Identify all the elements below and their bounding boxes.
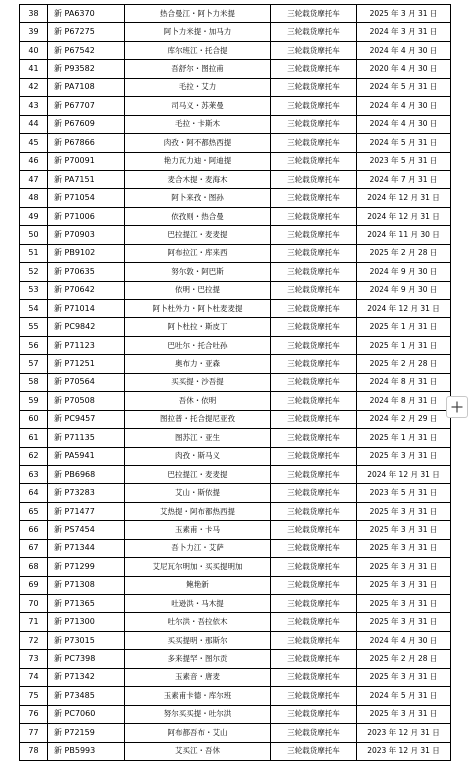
plate-number: 新 P71342 <box>48 668 125 686</box>
table-row <box>20 336 451 354</box>
expiry-date: 2025 年 2 月 28 日 <box>357 355 451 373</box>
expiry-date: 2024 年 11 月 30 日 <box>357 226 451 244</box>
row-index: 66 <box>20 521 48 539</box>
row-index: 75 <box>20 687 48 705</box>
plate-number: 新 P71308 <box>48 576 125 594</box>
plate-number: 新 PB5993 <box>48 742 125 760</box>
expiry-date: 2024 年 4 月 30 日 <box>357 41 451 59</box>
table-row <box>20 5 451 23</box>
plate-number: 新 P67609 <box>48 115 125 133</box>
expiry-date: 2025 年 2 月 28 日 <box>357 244 451 262</box>
vehicle-type: 三轮载货摩托车 <box>271 281 357 299</box>
owner-name: 巴吐尔・托合吐孙 <box>125 336 271 354</box>
vehicle-table <box>19 4 451 761</box>
row-index: 38 <box>20 5 48 23</box>
plate-number: 新 P67542 <box>48 41 125 59</box>
table-row <box>20 429 451 447</box>
expiry-date: 2025 年 3 月 31 日 <box>357 705 451 723</box>
owner-name: 吾舒尔・图拉甫 <box>125 60 271 78</box>
owner-name: 依孜则・热合曼 <box>125 207 271 225</box>
owner-name: 艾山・斯依提 <box>125 484 271 502</box>
plate-number: 新 P73485 <box>48 687 125 705</box>
vehicle-type: 三轮载货摩托车 <box>271 631 357 649</box>
owner-name: 司马义・苏莱曼 <box>125 97 271 115</box>
row-index: 51 <box>20 244 48 262</box>
row-index: 59 <box>20 392 48 410</box>
row-index: 40 <box>20 41 48 59</box>
row-index: 71 <box>20 613 48 631</box>
owner-name: 阿布都吾布・艾山 <box>125 724 271 742</box>
expiry-date: 2025 年 3 月 31 日 <box>357 668 451 686</box>
vehicle-type: 三轮载货摩托车 <box>271 244 357 262</box>
table-row <box>20 595 451 613</box>
plate-number: 新 P71054 <box>48 189 125 207</box>
owner-name: 奥布力・亚森 <box>125 355 271 373</box>
row-index: 58 <box>20 373 48 391</box>
table-row <box>20 263 451 281</box>
row-index: 47 <box>20 170 48 188</box>
plate-number: 新 PA5941 <box>48 447 125 465</box>
table-row <box>20 318 451 336</box>
row-index: 78 <box>20 742 48 760</box>
vehicle-type: 三轮载货摩托车 <box>271 355 357 373</box>
vehicle-type: 三轮载货摩托车 <box>271 41 357 59</box>
expiry-date: 2024 年 4 月 30 日 <box>357 631 451 649</box>
plate-number: 新 PC7060 <box>48 705 125 723</box>
expiry-date: 2023 年 12 月 31 日 <box>357 724 451 742</box>
vehicle-type: 三轮载货摩托车 <box>271 23 357 41</box>
row-index: 74 <box>20 668 48 686</box>
plate-number: 新 PS7454 <box>48 521 125 539</box>
owner-name: 麦合木提・麦海木 <box>125 170 271 188</box>
row-index: 44 <box>20 115 48 133</box>
expiry-date: 2020 年 4 月 30 日 <box>357 60 451 78</box>
plate-number: 新 P73283 <box>48 484 125 502</box>
expiry-date: 2024 年 4 月 30 日 <box>357 97 451 115</box>
plate-number: 新 P70635 <box>48 263 125 281</box>
vehicle-type: 三轮载货摩托车 <box>271 318 357 336</box>
plate-number: 新 PB9102 <box>48 244 125 262</box>
table-row <box>20 668 451 686</box>
expiry-date: 2025 年 3 月 31 日 <box>357 613 451 631</box>
owner-name: 巴拉提江・麦麦提 <box>125 226 271 244</box>
plate-number: 新 P71014 <box>48 300 125 318</box>
plate-number: 新 P71365 <box>48 595 125 613</box>
expiry-date: 2025 年 1 月 31 日 <box>357 318 451 336</box>
expiry-date: 2024 年 8 月 31 日 <box>357 392 451 410</box>
expiry-date: 2024 年 9 月 30 日 <box>357 281 451 299</box>
owner-name: 努尔敦・阿巴斯 <box>125 263 271 281</box>
vehicle-type: 三轮载货摩托车 <box>271 687 357 705</box>
row-index: 65 <box>20 502 48 520</box>
plate-number: 新 PA7108 <box>48 78 125 96</box>
expiry-date: 2023 年 5 月 31 日 <box>357 152 451 170</box>
owner-name: 鲍艳新 <box>125 576 271 594</box>
owner-name: 库尔班江・托合提 <box>125 41 271 59</box>
row-index: 67 <box>20 539 48 557</box>
table-row <box>20 244 451 262</box>
expiry-date: 2023 年 5 月 31 日 <box>357 484 451 502</box>
table-row <box>20 189 451 207</box>
add-button[interactable] <box>446 396 468 418</box>
table-row <box>20 373 451 391</box>
vehicle-type: 三轮载货摩托车 <box>271 134 357 152</box>
vehicle-type: 三轮载货摩托车 <box>271 97 357 115</box>
owner-name: 毛拉・艾力 <box>125 78 271 96</box>
plate-number: 新 P70564 <box>48 373 125 391</box>
row-index: 76 <box>20 705 48 723</box>
plate-number: 新 P67866 <box>48 134 125 152</box>
row-index: 73 <box>20 650 48 668</box>
vehicle-type: 三轮载货摩托车 <box>271 742 357 760</box>
plate-number: 新 P71135 <box>48 429 125 447</box>
vehicle-type: 三轮载货摩托车 <box>271 650 357 668</box>
plate-number: 新 P71300 <box>48 613 125 631</box>
expiry-date: 2025 年 1 月 31 日 <box>357 429 451 447</box>
table-row <box>20 97 451 115</box>
table-row <box>20 465 451 483</box>
owner-name: 图苏江・亚生 <box>125 429 271 447</box>
owner-name: 努尔买买提・吐尔洪 <box>125 705 271 723</box>
expiry-date: 2024 年 5 月 31 日 <box>357 134 451 152</box>
row-index: 50 <box>20 226 48 244</box>
vehicle-type: 三轮载货摩托车 <box>271 60 357 78</box>
vehicle-type: 三轮载货摩托车 <box>271 115 357 133</box>
table-row <box>20 134 451 152</box>
owner-name: 阿布拉江・库来西 <box>125 244 271 262</box>
expiry-date: 2025 年 3 月 31 日 <box>357 539 451 557</box>
row-index: 52 <box>20 263 48 281</box>
table-row <box>20 170 451 188</box>
vehicle-type: 三轮载货摩托车 <box>271 429 357 447</box>
expiry-date: 2024 年 12 月 31 日 <box>357 300 451 318</box>
row-index: 77 <box>20 724 48 742</box>
vehicle-type: 三轮载货摩托车 <box>271 373 357 391</box>
row-index: 64 <box>20 484 48 502</box>
vehicle-type: 三轮载货摩托车 <box>271 170 357 188</box>
owner-name: 玉素甫卡德・库尔班 <box>125 687 271 705</box>
expiry-date: 2025 年 3 月 31 日 <box>357 502 451 520</box>
owner-name: 依明・巴拉提 <box>125 281 271 299</box>
vehicle-type: 三轮载货摩托车 <box>271 613 357 631</box>
table-row <box>20 650 451 668</box>
table-row <box>20 539 451 557</box>
row-index: 68 <box>20 558 48 576</box>
vehicle-type: 三轮载货摩托车 <box>271 558 357 576</box>
owner-name: 热合曼江・阿卜力米提 <box>125 5 271 23</box>
row-index: 45 <box>20 134 48 152</box>
expiry-date: 2024 年 2 月 29 日 <box>357 410 451 428</box>
table-row <box>20 78 451 96</box>
vehicle-type: 三轮载货摩托车 <box>271 392 357 410</box>
table-row <box>20 281 451 299</box>
table-row <box>20 60 451 78</box>
vehicle-type: 三轮载货摩托车 <box>271 724 357 742</box>
plate-number: 新 PC9842 <box>48 318 125 336</box>
vehicle-type: 三轮载货摩托车 <box>271 300 357 318</box>
vehicle-type: 三轮载货摩托车 <box>271 502 357 520</box>
table-row <box>20 558 451 576</box>
vehicle-type: 三轮载货摩托车 <box>271 465 357 483</box>
plate-number: 新 P70091 <box>48 152 125 170</box>
owner-name: 艾热提・阿布都热西提 <box>125 502 271 520</box>
vehicle-type: 三轮载货摩托车 <box>271 263 357 281</box>
plate-number: 新 P71006 <box>48 207 125 225</box>
expiry-date: 2025 年 3 月 31 日 <box>357 447 451 465</box>
table-row <box>20 410 451 428</box>
row-index: 56 <box>20 336 48 354</box>
row-index: 49 <box>20 207 48 225</box>
row-index: 43 <box>20 97 48 115</box>
owner-name: 图拉普・托合提尼亚孜 <box>125 410 271 428</box>
vehicle-type: 三轮载货摩托车 <box>271 539 357 557</box>
plate-number: 新 P71477 <box>48 502 125 520</box>
row-index: 57 <box>20 355 48 373</box>
row-index: 55 <box>20 318 48 336</box>
expiry-date: 2025 年 3 月 31 日 <box>357 5 451 23</box>
vehicle-table-body <box>20 5 451 761</box>
row-index: 46 <box>20 152 48 170</box>
owner-name: 玉素甫・卡马 <box>125 521 271 539</box>
expiry-date: 2024 年 12 月 31 日 <box>357 465 451 483</box>
vehicle-type: 三轮载货摩托车 <box>271 5 357 23</box>
vehicle-type: 三轮载货摩托车 <box>271 226 357 244</box>
row-index: 69 <box>20 576 48 594</box>
plate-number: 新 P71123 <box>48 336 125 354</box>
expiry-date: 2025 年 1 月 31 日 <box>357 336 451 354</box>
owner-name: 艾买江・吾休 <box>125 742 271 760</box>
expiry-date: 2024 年 5 月 31 日 <box>357 78 451 96</box>
owner-name: 巴拉提江・麦麦提 <box>125 465 271 483</box>
vehicle-type: 三轮载货摩托车 <box>271 521 357 539</box>
expiry-date: 2024 年 7 月 31 日 <box>357 170 451 188</box>
table-row <box>20 355 451 373</box>
owner-name: 肉孜・阿不都热西提 <box>125 134 271 152</box>
table-row <box>20 687 451 705</box>
vehicle-type: 三轮载货摩托车 <box>271 595 357 613</box>
owner-name: 买买提明・那斯尔 <box>125 631 271 649</box>
row-index: 72 <box>20 631 48 649</box>
table-row <box>20 576 451 594</box>
table-row <box>20 631 451 649</box>
owner-name: 玉素音・唐麦 <box>125 668 271 686</box>
row-index: 42 <box>20 78 48 96</box>
plate-number: 新 PC9457 <box>48 410 125 428</box>
owner-name: 吾卜力江・艾萨 <box>125 539 271 557</box>
table-row <box>20 521 451 539</box>
table-row <box>20 613 451 631</box>
plate-number: 新 PA6370 <box>48 5 125 23</box>
owner-name: 吐逊洪・马木提 <box>125 595 271 613</box>
plus-icon <box>451 401 463 413</box>
vehicle-type: 三轮载货摩托车 <box>271 576 357 594</box>
table-row <box>20 705 451 723</box>
vehicle-type: 三轮载货摩托车 <box>271 189 357 207</box>
table-row <box>20 152 451 170</box>
row-index: 70 <box>20 595 48 613</box>
plate-number: 新 P70642 <box>48 281 125 299</box>
owner-name: 肉孜・斯马义 <box>125 447 271 465</box>
row-index: 48 <box>20 189 48 207</box>
plate-number: 新 PB6968 <box>48 465 125 483</box>
plate-number: 新 PC7398 <box>48 650 125 668</box>
table-row <box>20 392 451 410</box>
table-row <box>20 502 451 520</box>
vehicle-type: 三轮载货摩托车 <box>271 705 357 723</box>
plate-number: 新 P71299 <box>48 558 125 576</box>
owner-name: 阿卜力米提・加马力 <box>125 23 271 41</box>
row-index: 41 <box>20 60 48 78</box>
table-row <box>20 226 451 244</box>
expiry-date: 2024 年 5 月 31 日 <box>357 687 451 705</box>
table-row <box>20 484 451 502</box>
row-index: 39 <box>20 23 48 41</box>
table-row <box>20 447 451 465</box>
table-row <box>20 41 451 59</box>
owner-name: 艾尼瓦尔明加・买买提明加 <box>125 558 271 576</box>
expiry-date: 2025 年 3 月 31 日 <box>357 576 451 594</box>
row-index: 53 <box>20 281 48 299</box>
vehicle-type: 三轮载货摩托车 <box>271 78 357 96</box>
vehicle-type: 三轮载货摩托车 <box>271 410 357 428</box>
vehicle-type: 三轮载货摩托车 <box>271 207 357 225</box>
expiry-date: 2024 年 4 月 30 日 <box>357 115 451 133</box>
vehicle-type: 三轮载货摩托车 <box>271 484 357 502</box>
plate-number: 新 PA7151 <box>48 170 125 188</box>
owner-name: 多来提罕・图尔贡 <box>125 650 271 668</box>
expiry-date: 2024 年 12 月 31 日 <box>357 207 451 225</box>
table-row <box>20 207 451 225</box>
plate-number: 新 P70508 <box>48 392 125 410</box>
plate-number: 新 P73015 <box>48 631 125 649</box>
table-row <box>20 23 451 41</box>
owner-name: 吾休・依明 <box>125 392 271 410</box>
owner-name: 毛拉・卡斯木 <box>125 115 271 133</box>
vehicle-type: 三轮载货摩托车 <box>271 152 357 170</box>
expiry-date: 2025 年 3 月 31 日 <box>357 595 451 613</box>
expiry-date: 2025 年 3 月 31 日 <box>357 558 451 576</box>
table-row <box>20 300 451 318</box>
plate-number: 新 P71251 <box>48 355 125 373</box>
owner-name: 阿卜杜拉・斯皮丁 <box>125 318 271 336</box>
expiry-date: 2024 年 9 月 30 日 <box>357 263 451 281</box>
vehicle-type: 三轮载货摩托车 <box>271 668 357 686</box>
owner-name: 买买提・沙吾提 <box>125 373 271 391</box>
table-row <box>20 115 451 133</box>
owner-name: 阿卜杜外力・阿卜杜麦麦提 <box>125 300 271 318</box>
owner-name: 艳力瓦力迪・阿迪提 <box>125 152 271 170</box>
plate-number: 新 P72159 <box>48 724 125 742</box>
row-index: 62 <box>20 447 48 465</box>
expiry-date: 2024 年 3 月 31 日 <box>357 23 451 41</box>
row-index: 61 <box>20 429 48 447</box>
expiry-date: 2025 年 2 月 28 日 <box>357 650 451 668</box>
expiry-date: 2025 年 3 月 31 日 <box>357 521 451 539</box>
plate-number: 新 P71344 <box>48 539 125 557</box>
table-row <box>20 724 451 742</box>
expiry-date: 2023 年 12 月 31 日 <box>357 742 451 760</box>
table-row <box>20 742 451 760</box>
owner-name: 吐尔洪・吾拉依木 <box>125 613 271 631</box>
vehicle-type: 三轮载货摩托车 <box>271 336 357 354</box>
vehicle-type: 三轮载货摩托车 <box>271 447 357 465</box>
plate-number: 新 P67275 <box>48 23 125 41</box>
expiry-date: 2024 年 8 月 31 日 <box>357 373 451 391</box>
plate-number: 新 P93582 <box>48 60 125 78</box>
row-index: 54 <box>20 300 48 318</box>
plate-number: 新 P70903 <box>48 226 125 244</box>
plate-number: 新 P67707 <box>48 97 125 115</box>
row-index: 60 <box>20 410 48 428</box>
row-index: 63 <box>20 465 48 483</box>
owner-name: 阿卜来孜・图孙 <box>125 189 271 207</box>
expiry-date: 2024 年 12 月 31 日 <box>357 189 451 207</box>
